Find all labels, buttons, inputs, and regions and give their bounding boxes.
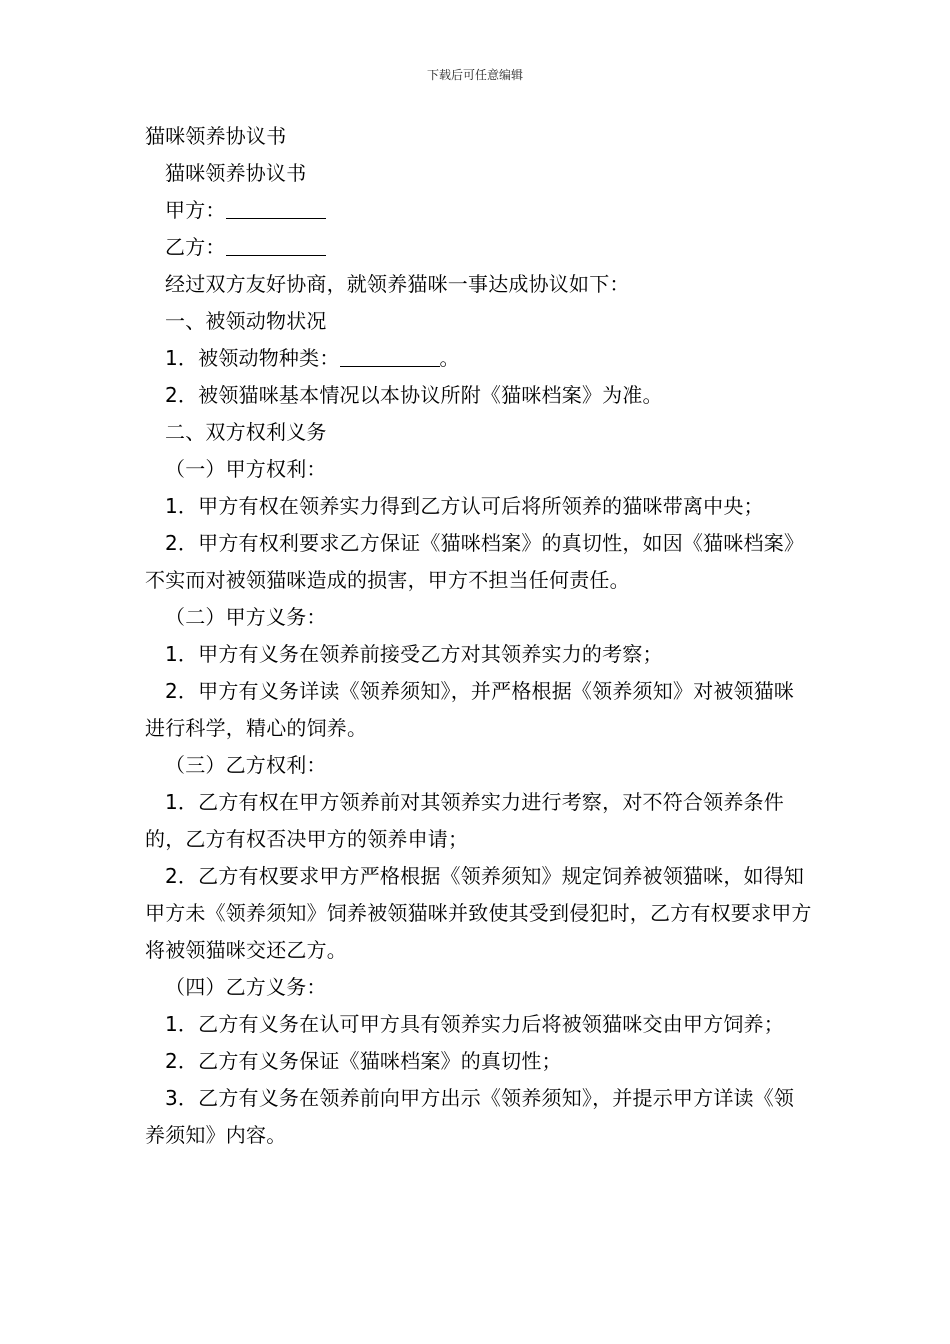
party-a-rights-heading: （一）甲方权利： [165, 457, 327, 481]
document-subtitle: 猫咪领养协议书 [165, 161, 307, 185]
party-a-duties-item-2: 2．甲方有义务详读《领养须知》，并严格根据《领养须知》对被领猫咪进行科学，精心的饲养。 [145, 679, 795, 740]
party-b-duties-item-2: 2．乙方有义务保证《猫咪档案》的真切性； [165, 1049, 562, 1073]
party-b-duties-item-3: 3．乙方有义务在领养前向甲方出示《领养须知》，并提示甲方详读《领养须知》内容。 [145, 1086, 795, 1147]
intro-paragraph: 经过双方友好协商，就领养猫咪一事达成协议如下： [165, 272, 630, 296]
party-b-rights-item-1: 1．乙方有权在甲方领养前对其领养实力进行考察，对不符合领养条件的，乙方有权否决甲方的领养申请； [145, 790, 784, 851]
party-b-rights-item-2: 2．乙方有权要求甲方严格根据《领养须知》规定饲养被领猫咪，如得知甲方未《领养须知》饲养被领猫咪并致使其受到侵犯时，乙方有权要求甲方将被领猫咪交还乙方。 [145, 864, 812, 962]
animal-type-end: 。 [439, 346, 460, 370]
party-a-duties-item-1: 1．甲方有义务在领养前接受乙方对其领养实力的考察； [165, 642, 663, 666]
party-b-duties-item-1: 1．乙方有义务在认可甲方具有领养实力后将被领猫咪交由甲方饲养； [165, 1012, 784, 1036]
party-a-line [145, 192, 813, 229]
document-title: 猫咪领养协议书 [145, 124, 287, 148]
party-a-rights-item-1: 1．甲方有权在领养实力得到乙方认可后将所领养的猫咪带离中央； [165, 494, 764, 518]
party-a-blank [226, 196, 326, 219]
party-b-blank [226, 233, 326, 256]
animal-type-label: 1．被领动物种类： [165, 346, 340, 370]
section-2-heading: 二、双方权利义务 [165, 420, 327, 444]
page-header: 下载后可任意编辑 [426, 68, 523, 82]
section-1-heading: 一、被领动物状况 [165, 309, 327, 333]
animal-type-blank [340, 344, 440, 367]
party-b-line [145, 229, 813, 266]
party-b-label: 乙方： [165, 235, 226, 259]
party-a-rights-item-2: 2．甲方有权利要求乙方保证《猫咪档案》的真切性，如因《猫咪档案》不实而对被领猫咪造成的损害，甲方不担当任何责任。 [145, 531, 805, 592]
section-1-item-2: 2．被领猫咪基本情况以本协议所附《猫咪档案》为准。 [165, 383, 663, 407]
party-b-duties-heading: （四）乙方义务： [165, 975, 327, 999]
party-b-rights-heading: （三）乙方权利： [165, 753, 327, 777]
document-body [145, 118, 813, 1154]
party-a-duties-heading: （二）甲方义务： [165, 605, 327, 629]
party-a-label: 甲方： [165, 198, 226, 222]
section-1-item-1 [145, 340, 813, 377]
